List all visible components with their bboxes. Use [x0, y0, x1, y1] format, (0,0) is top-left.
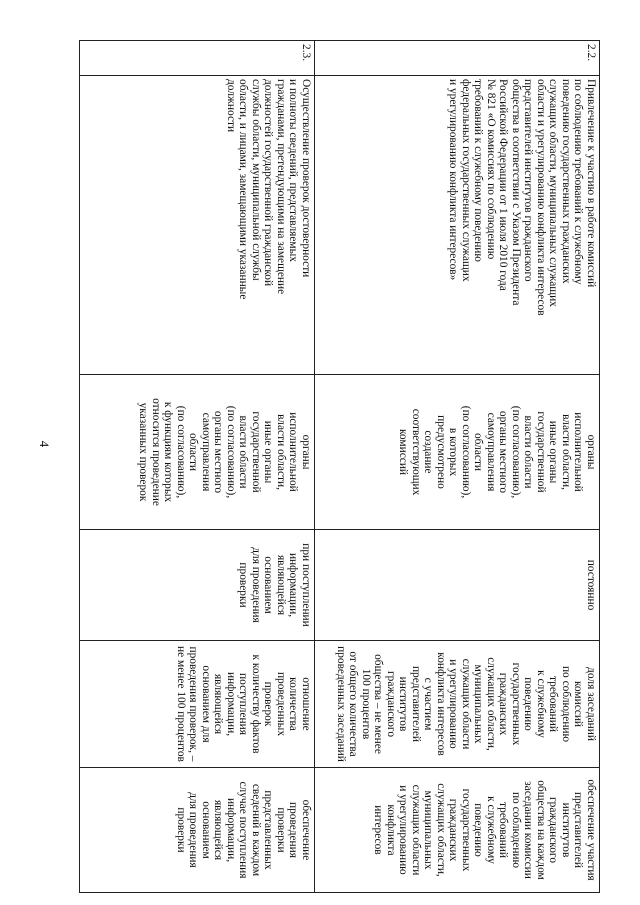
term-cell: при поступлении информации, являющейся основанием для проведения проверки [80, 530, 315, 641]
table-row [315, 41, 600, 893]
term-cell: постоянно [315, 530, 600, 641]
indicator-cell: доля заседаний комиссий по соблюдению требований к служебному поведению государственных гражданских служащих области, муниципальных служащих области и урегулированию конфликта интересов с участием представителей институтов гражданского общества – не менее 100 процентов от общего количества проведенных заседаний [315, 641, 600, 768]
rotated-table-container [70, 40, 600, 881]
indicator-cell: отношение количества проведенных проверок к количеству фактов поступления информации, являющейся основанием для проведения проверок, – не менее 100 процентов [80, 641, 315, 768]
table-row [80, 41, 315, 893]
executors-cell: органы исполнительной власти области, иные органы государственной власти области (по согласованию), органы местного самоуправления области (по согласованию), к функциям которых относится проведение указанных проверок [80, 375, 315, 530]
action-cell: Осуществление проверок достоверности и полноты сведений, представляемых гражданами, претендующими на замещение должностей государственной гражданской службы области, муниципальной службы области, и лицами, замещающими указанные должности [80, 76, 315, 375]
result-cell: обеспечение проведения проверки представленных сведений в каждом случае поступления информации, являющейся основанием для проведения проверки [80, 768, 315, 893]
page-number: 4 [37, 440, 52, 448]
measures-table [79, 40, 600, 893]
row-number: 2.3. [80, 41, 315, 76]
action-cell: Привлечение к участию в работе комиссий по соблюдению требований к служебному поведению государственных гражданских служащих области, муниципальных служащих области и урегулированию конфликта интересов представителей институтов гражданского общества в соответствии с Указом Президента Российской Федерации от 1 июля 2010 года № 821 «О комиссиях по соблюдению требований к служебному поведению федеральных государственных служащих и урегулированию конфликта интересов» [315, 76, 600, 375]
result-cell: обеспечение участия представителей институтов гражданского общества на каждом заседании комиссии по соблюдению требований к служебному поведению государственных гражданских служащих области, муниципальных служащих области и урегулированию конфликта интересов [315, 768, 600, 893]
row-number: 2.2. [315, 41, 600, 76]
executors-cell: органы исполнительной власти области, иные органы государственной власти области (по согласованию), органы местного самоуправления области (по согласованию), в которых предусмотрено создание соответствующих комиссий [315, 375, 600, 530]
